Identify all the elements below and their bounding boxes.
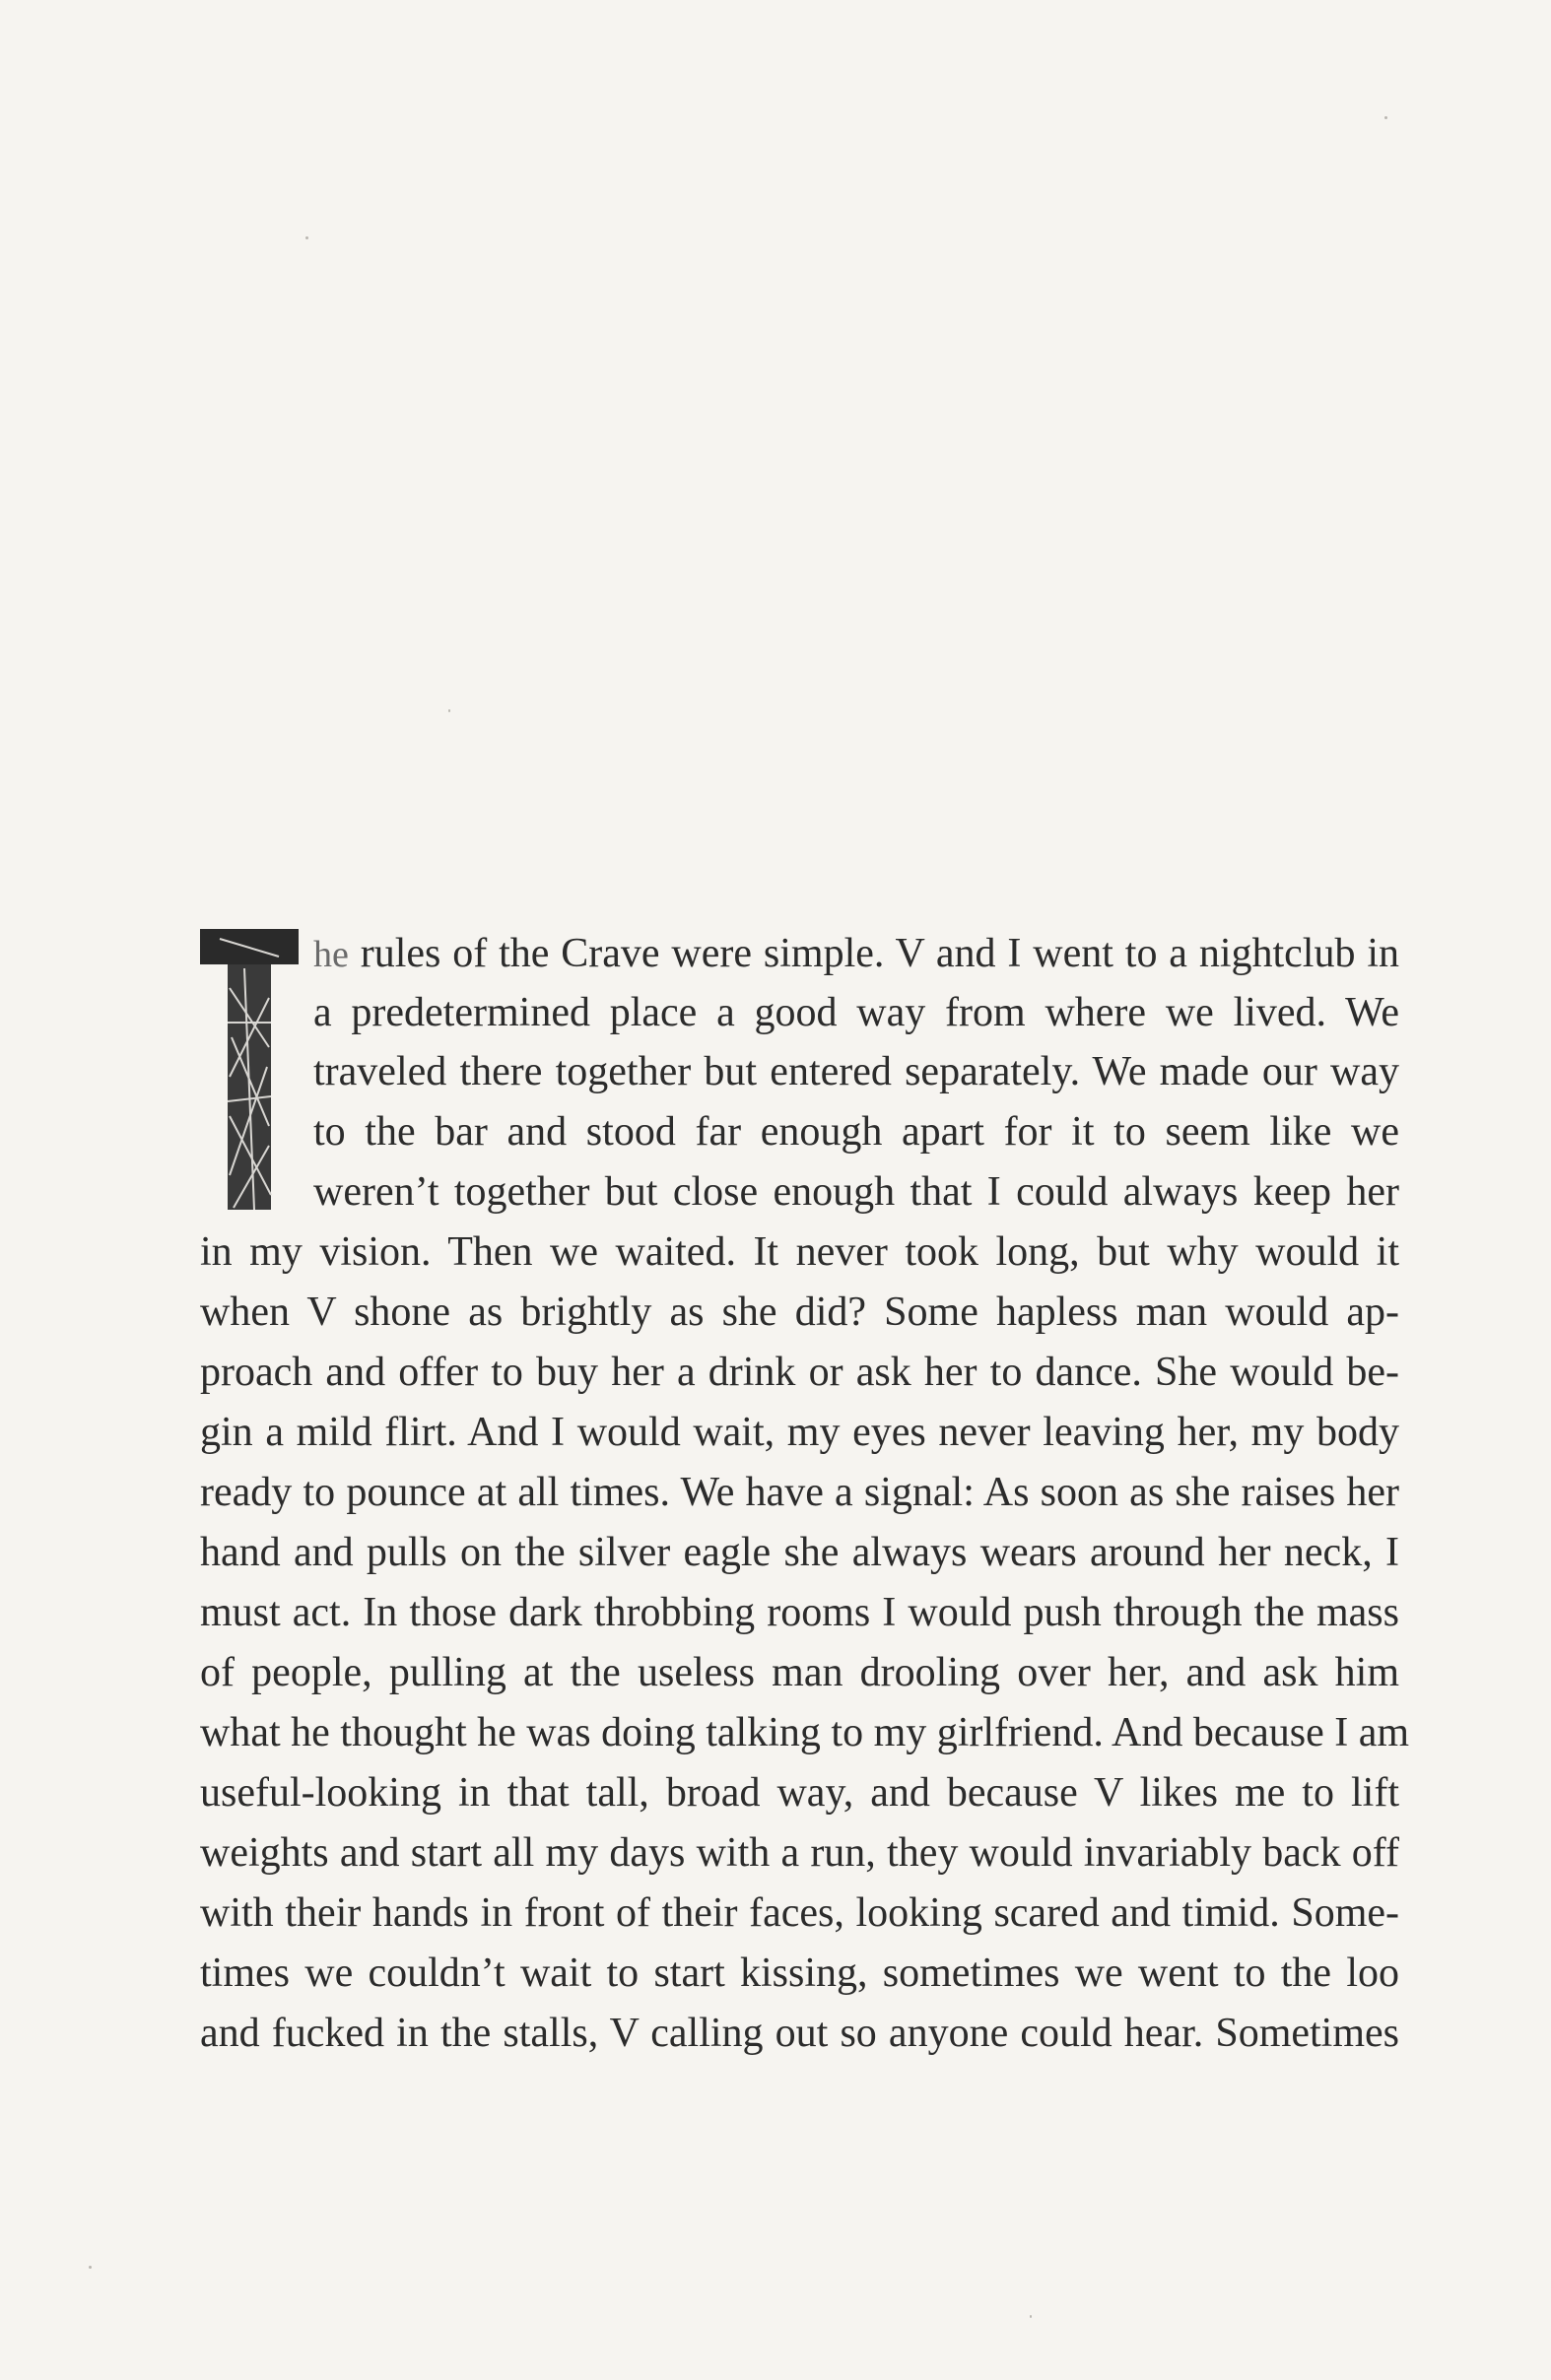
text-line-18: times we couldn’t wait to start kissing, sometimes we went to the loo [200,1950,1399,1996]
text-line-10: ready to pounce at all times. We have a signal: As soon as she raises her [200,1470,1399,1515]
text-line-3: traveled there together but entered separately. We made our way [313,1049,1399,1094]
drop-cap-letter-t [200,929,299,1210]
text-line-5: weren’t together but close enough that I could always keep her [313,1169,1399,1215]
text-line-16: weights and start all my days with a run, they would invariably back off [200,1830,1399,1876]
text-line-13: of people, pulling at the useless man drooling over her, and ask him [200,1650,1399,1695]
drop-cap-continuation: he [313,934,349,975]
text-line-7: when V shone as brightly as she did? Some hapless man would ap- [200,1289,1399,1335]
scan-speck [448,709,450,712]
text-line-14: what he thought he was doing talking to my girlfriend. And because I am [200,1710,1410,1755]
text-line-2: a predetermined place a good way from where we lived. We [313,990,1399,1035]
scan-speck [305,236,308,239]
text-line-6: in my vision. Then we waited. It never took long, but why would it [200,1229,1399,1275]
text-line-1-body: rules of the Crave were simple. V and I went to a nightclub in [348,931,1399,976]
text-line-12: must act. In those dark throbbing rooms I would push through the mass [200,1590,1399,1635]
text-line-17: with their hands in front of their faces, looking scared and timid. Some- [200,1890,1399,1936]
drop-cap [200,929,299,1210]
text-line-19: and fucked in the stalls, V calling out so anyone could hear. Sometimes [200,2011,1399,2056]
text-line-4: to the bar and stood far enough apart for it to seem like we [313,1109,1399,1155]
text-line-15: useful-looking in that tall, broad way, and because V likes me to lift [200,1770,1399,1816]
text-line-11: hand and pulls on the silver eagle she always wears around her neck, I [200,1530,1399,1575]
text-line-1 [313,933,1399,974]
text-line-9: gin a mild flirt. And I would wait, my eyes never leaving her, my body [200,1410,1399,1455]
scan-speck [1384,116,1387,119]
scan-speck [1030,2315,1032,2318]
scan-speck [89,2266,92,2269]
text-line-8: proach and offer to buy her a drink or ask her to dance. She would be- [200,1350,1399,1395]
